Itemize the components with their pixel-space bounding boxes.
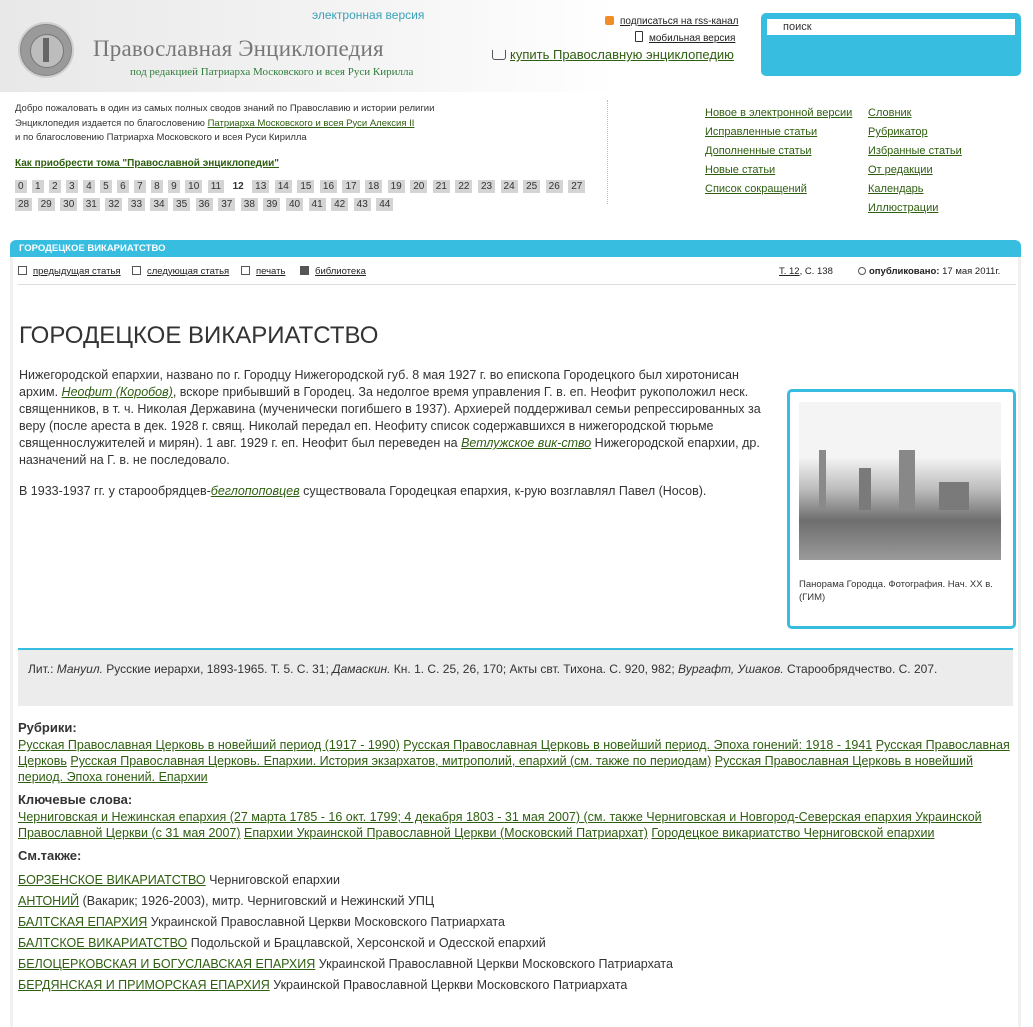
volume-link-16[interactable]: 16 [320, 180, 337, 193]
see-also-link[interactable]: БЕРДЯНСКАЯ И ПРИМОРСКАЯ ЕПАРХИЯ [18, 978, 270, 992]
lit-text-3: Старообрядчество. С. 207. [783, 662, 938, 676]
volume-link-39[interactable]: 39 [263, 198, 280, 211]
lit-text-2: Кн. 1. С. 25, 26, 170; Акты свт. Тихона. С. 920, 982; [390, 662, 678, 676]
volume-link-0[interactable]: 0 [15, 180, 27, 193]
cart-icon [492, 50, 506, 60]
rubric-link[interactable]: Русская Православная Церковь в новейший период. Эпоха гонений: 1918 - 1941 [403, 738, 873, 752]
rubric-link[interactable]: Русская Православная Церковь в новейший период. Эпоха гонений. Епархии [18, 754, 973, 784]
nav-link-1-1[interactable]: Исправленные статьи [705, 126, 818, 138]
volume-ref-page: , С. 138 [799, 266, 833, 277]
volume-link-13[interactable]: 13 [252, 180, 269, 193]
library-row [300, 266, 366, 277]
volume-link-28[interactable]: 28 [15, 198, 32, 211]
mobile-version-link[interactable]: мобильная версия [649, 33, 736, 44]
volume-link-29[interactable]: 29 [38, 198, 55, 211]
volume-link-20[interactable]: 20 [410, 180, 427, 193]
lit-author-3: Вургафт, Ушаков. [678, 662, 784, 676]
literature-box [18, 648, 1013, 706]
volume-link-4[interactable]: 4 [83, 180, 95, 193]
keyword-link[interactable]: Епархии Украинской Православной Церкви (Московский Патриархат) [244, 826, 648, 840]
rubric-link[interactable]: Русская Православная Церковь. Епархии. История экзархатов, митрополий, епархий (см. также по периодам) [70, 754, 712, 768]
library-link[interactable]: библиотека [315, 266, 366, 277]
nav-column-1 [705, 104, 852, 199]
see-also-description: Украинской Православной Церкви Московского Патриархата [269, 978, 628, 992]
volume-link-43[interactable]: 43 [354, 198, 371, 211]
print-row [241, 266, 285, 277]
lit-author-2: Дамаскин. [332, 662, 391, 676]
volume-link-9[interactable]: 9 [168, 180, 180, 193]
welcome-line-2 [15, 117, 434, 132]
rss-icon [605, 16, 614, 25]
welcome-line-1: Добро пожаловать в один из самых полных сводов знаний по Православию и истории религии [15, 103, 435, 114]
volume-link-32[interactable]: 32 [105, 198, 122, 211]
buy-encyclopedia-link[interactable]: купить Православную энциклопедию [510, 47, 734, 62]
see-also-description: Подольской и Брацлавской, Херсонской и Одесской епархий [187, 936, 546, 950]
volume-link-11[interactable]: 11 [208, 180, 224, 193]
volume-link-19[interactable]: 19 [388, 180, 405, 193]
see-also-item [18, 954, 673, 975]
keywords-heading: Ключевые слова: [18, 792, 133, 807]
figure-box [787, 389, 1016, 629]
rss-row [605, 16, 739, 27]
volume-link-30[interactable]: 30 [60, 198, 77, 211]
see-also-link[interactable]: АНТОНИЙ [18, 894, 80, 908]
p1-text-b: , вскоре прибывший в Городец. За недолгое время управления Г. в. еп. Неофит рукоположил неск. священников, в т. ч. Николая Державина (мученически погибшего в 1937). Архиерей поддерживал семьи репрессированных за веру (после ареста в дек. 1928 г. свящ. Николай передал еп. Неофиту список содержавшихся в нижегородской тюрьме священнослужителей и мирян). 1 авг. 1929 г. еп. Неофит был переведен на [19, 385, 761, 450]
volume-link-34[interactable]: 34 [150, 198, 167, 211]
p1-text-a: Нижегородской епархии, названо по г. Городцу Нижегородской губ. 8 мая 1927 г. во епископа Городецкого был хиротонисан архим. [19, 368, 739, 399]
figure-caption: Панорама Городца. Фотография. Нач. XX в. (ГИМ) [799, 579, 993, 603]
nav-link-2-4[interactable]: Календарь [868, 183, 924, 195]
published-info [858, 266, 1000, 277]
article-body [19, 367, 779, 514]
next-article-row [132, 266, 229, 277]
volume-link-26[interactable]: 26 [546, 180, 563, 193]
volume-link-3[interactable]: 3 [66, 180, 78, 193]
nav-link-2-5[interactable]: Иллюстрации [868, 202, 939, 214]
lit-text-1: Русские иерархи, 1893-1965. Т. 5. С. 31; [102, 662, 333, 676]
rubric-link[interactable]: Русская Православная Церковь в новейший период (1917 - 1990) [18, 738, 400, 752]
nav-link-1-2[interactable]: Дополненные статьи [705, 145, 812, 157]
rss-link[interactable]: подписаться на rss-канал [620, 16, 739, 27]
volume-link-44[interactable]: 44 [376, 198, 393, 211]
prev-article-link[interactable]: предыдущая статья [33, 266, 121, 277]
volume-link-10[interactable]: 10 [185, 180, 202, 193]
see-also-description: Черниговской епархии [205, 873, 340, 887]
rubric-link[interactable]: Русская Православная Церковь [18, 738, 1010, 768]
volume-list [15, 176, 605, 212]
volume-link-40[interactable]: 40 [286, 198, 303, 211]
volume-link-5[interactable]: 5 [100, 180, 112, 193]
vetluga-vicariate-link[interactable]: Ветлужское вик-ство [461, 436, 592, 450]
p2-text-a: В 1933-1937 гг. у старообрядцев- [19, 484, 211, 498]
see-also-description: Украинской Православной Церкви Московского Патриархата [147, 915, 505, 929]
volume-link-27[interactable]: 27 [568, 180, 585, 193]
volume-link-42[interactable]: 42 [331, 198, 348, 211]
nav-link-2-1[interactable]: Рубрикатор [868, 126, 928, 138]
see-also-description: Украинской Православной Церкви Московского Патриархата [315, 957, 673, 971]
volume-link-37[interactable]: 37 [218, 198, 235, 211]
volume-link-14[interactable]: 14 [275, 180, 292, 193]
toolbar-separator [18, 284, 1016, 285]
article-bar-title: ГОРОДЕЦКОЕ ВИКАРИАТСТВО [19, 243, 166, 254]
keyword-link[interactable]: Черниговская и Нежинская епархия (27 марта 1785 - 16 окт. 1799; 4 декабря 1803 - 31 мая 2007) (см. также Черниговская и Новгород-Северская епархия Украинской Православной Церкви (с 31 мая 2007) [18, 810, 982, 840]
volume-link-15[interactable]: 15 [297, 180, 314, 193]
nav-link-2-3[interactable]: От редакции [868, 164, 933, 176]
see-also-link[interactable]: БЕЛОЦЕРКОВСКАЯ И БОГУСЛАВСКАЯ ЕПАРХИЯ [18, 957, 316, 971]
see-also-item [18, 933, 673, 954]
print-icon [241, 266, 250, 275]
prev-arrow-icon [18, 266, 27, 275]
rubrics-heading: Рубрики: [18, 720, 77, 735]
volume-link-1[interactable]: 1 [32, 180, 44, 193]
nav-link-2-0[interactable]: Словник [868, 107, 912, 119]
welcome-text [15, 102, 434, 146]
p2-text-b: существовала Городецкая епархия, к-рую возглавлял Павел (Носов). [299, 484, 707, 498]
neofit-link[interactable]: Неофит (Коробов) [61, 385, 173, 399]
clock-icon [858, 267, 866, 275]
next-arrow-icon [132, 266, 141, 275]
volume-link-24[interactable]: 24 [501, 180, 518, 193]
published-label: опубликовано: [869, 266, 940, 277]
volume-link-8[interactable]: 8 [151, 180, 163, 193]
buy-row [492, 47, 734, 62]
article-paragraph-1 [19, 367, 779, 469]
see-also-item [18, 870, 673, 891]
volume-ref [779, 266, 833, 277]
published-date: 17 мая 2011г. [942, 266, 1001, 277]
encyclopedia-emblem-icon[interactable] [18, 22, 74, 78]
beglopopovtsy-link[interactable]: беглопоповцев [210, 484, 300, 498]
see-also-link[interactable]: БАЛТСКОЕ ВИКАРИАТСТВО [18, 936, 188, 950]
see-also-link[interactable]: БОРЗЕНСКОЕ ВИКАРИАТСТВО [18, 873, 206, 887]
print-link[interactable]: печать [256, 266, 286, 277]
keywords-list [18, 809, 1013, 841]
see-also-item [18, 975, 673, 996]
site-title[interactable]: Православная Энциклопедия [93, 36, 384, 61]
keyword-link[interactable]: Городецкое викариатство Черниговской епархии [651, 826, 935, 840]
mobile-phone-icon [635, 31, 643, 42]
volume-link-33[interactable]: 33 [128, 198, 145, 211]
volume-link-18[interactable]: 18 [365, 180, 382, 193]
volume-link-7[interactable]: 7 [134, 180, 146, 193]
see-also-list [18, 870, 673, 996]
article-paragraph-2 [19, 483, 779, 500]
volume-link-21[interactable]: 21 [433, 180, 450, 193]
mobile-row [635, 31, 735, 44]
volume-link-2[interactable]: 2 [49, 180, 61, 193]
library-icon [300, 266, 309, 275]
volume-ref-link[interactable]: Т. 12 [779, 266, 800, 277]
volume-link-12: 12 [232, 181, 244, 192]
see-also-heading: См.также: [18, 848, 82, 863]
volume-link-22[interactable]: 22 [455, 180, 472, 193]
volume-link-41[interactable]: 41 [309, 198, 326, 211]
site-header [0, 0, 1033, 92]
nav-column-2 [868, 104, 962, 218]
nav-link-1-4[interactable]: Список сокращений [705, 183, 807, 195]
welcome-line-2-prefix: Энциклопедия издается по благословению [15, 117, 208, 129]
nav-link-1-0[interactable]: Новое в электронной версии [705, 107, 853, 119]
volume-link-25[interactable]: 25 [523, 180, 540, 193]
volume-link-6[interactable]: 6 [117, 180, 129, 193]
prev-article-row [18, 266, 121, 277]
edition-label: электронная версия [312, 8, 425, 22]
welcome-line-3: и по благословению Патриарха Московского и всея Руси Кирилла [15, 132, 307, 143]
header-divider [607, 100, 608, 204]
lit-author-1: Мануил. [56, 662, 103, 676]
volume-link-35[interactable]: 35 [173, 198, 190, 211]
see-also-description: (Вакарик; 1926-2003), митр. Черниговский и Нежинский УПЦ [79, 894, 435, 908]
how-to-buy-link[interactable]: Как приобрести тома "Православной энциклопедии" [15, 158, 280, 169]
see-also-item [18, 912, 673, 933]
site-subtitle: под редакцией Патриарха Московского и всея Руси Кирилла [130, 66, 414, 78]
see-also-item [18, 891, 673, 912]
literature-label: Лит.: [28, 662, 57, 676]
next-article-link[interactable]: следующая статья [147, 266, 230, 277]
search-input[interactable] [767, 19, 1015, 35]
nav-link-1-3[interactable]: Новые статьи [705, 164, 776, 176]
patriarch-alexy-link[interactable]: Патриарха Московского и всея Руси Алексия II [207, 117, 415, 129]
volume-link-31[interactable]: 31 [83, 198, 100, 211]
article-title-bar [10, 240, 1021, 257]
gorodets-panorama-photo[interactable] [799, 402, 1001, 560]
volume-link-17[interactable]: 17 [342, 180, 359, 193]
nav-link-2-2[interactable]: Избранные статьи [868, 145, 962, 157]
article-title: ГОРОДЕЦКОЕ ВИКАРИАТСТВО [19, 322, 379, 349]
p1-text-c: Нижегородской епархии, др. назначений на Г. в. не последовало. [19, 436, 760, 467]
volume-link-38[interactable]: 38 [241, 198, 258, 211]
rubrics-list [18, 737, 1013, 785]
volume-link-36[interactable]: 36 [196, 198, 213, 211]
volume-link-23[interactable]: 23 [478, 180, 495, 193]
see-also-link[interactable]: БАЛТСКАЯ ЕПАРХИЯ [18, 915, 148, 929]
search-panel [761, 13, 1021, 76]
